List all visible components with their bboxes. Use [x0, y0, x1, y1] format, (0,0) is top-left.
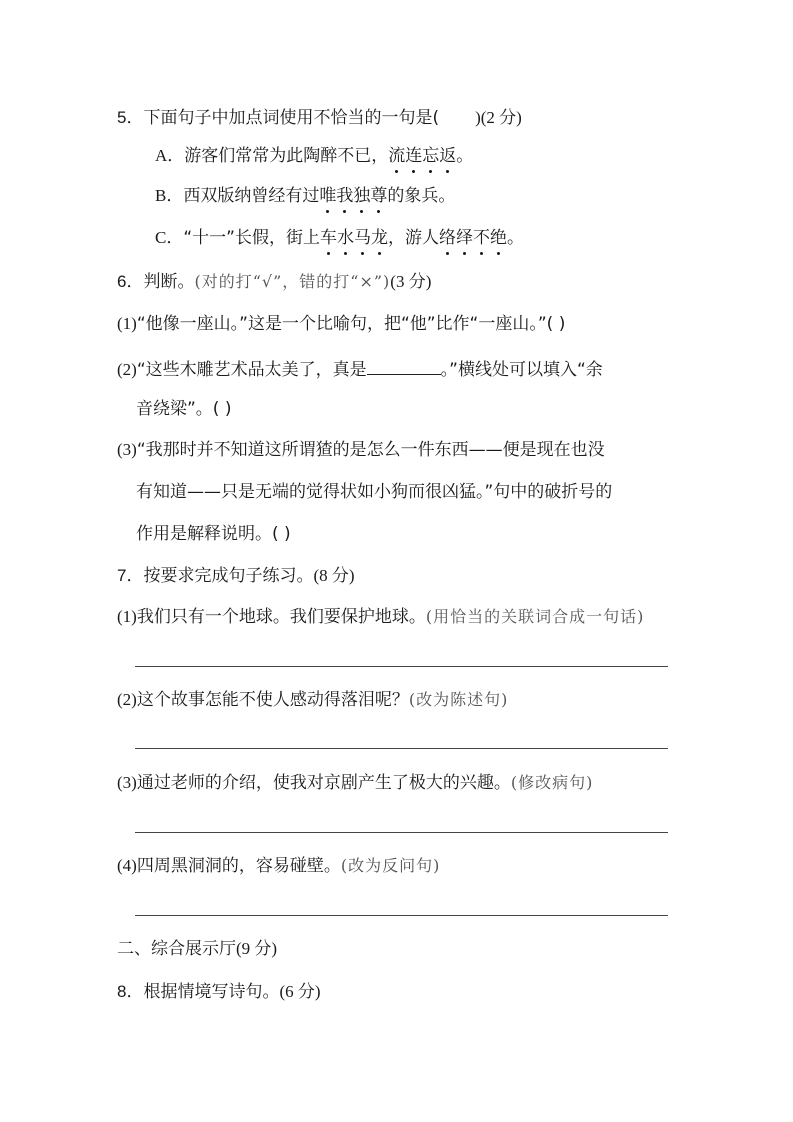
answer-line-3[interactable] [135, 832, 668, 833]
q6-number: 6． [117, 272, 144, 291]
item-label: (1) [117, 314, 137, 333]
dotted-char: 忘 [422, 146, 440, 166]
q7-item-2 [117, 688, 508, 712]
answer-line-1[interactable] [135, 666, 668, 667]
option-text: 。 [506, 228, 524, 248]
item-text: 作用是解释说明。( ) [136, 524, 291, 544]
dotted-char: 唯 [319, 186, 337, 206]
section-title: 二、综合展示厅 [117, 939, 236, 959]
section-2-heading [117, 937, 277, 961]
dotted-char: 独 [353, 186, 371, 206]
q6-item-2-line2 [136, 397, 231, 421]
q6-hint: (对的打“√”，错的打“×”) [194, 272, 391, 291]
q6-item-3-line2 [136, 480, 612, 504]
item-label: (2) [117, 360, 137, 379]
q7-number: 7． [117, 566, 144, 585]
item-label: (2) [117, 690, 137, 709]
q7-item-3 [117, 771, 593, 795]
dotted-char: 绝 [489, 228, 507, 248]
answer-line-4[interactable] [135, 915, 668, 916]
item-text: 四周黑洞洞的，容易碰壁。 [136, 856, 341, 876]
q5-option-b [155, 184, 455, 208]
dotted-char: 不 [472, 228, 490, 248]
q6-item-3-line3 [136, 522, 291, 546]
option-text: “十一”长假，街上 [183, 228, 320, 248]
dotted-char: 返 [439, 146, 457, 166]
answer-line-2[interactable] [135, 748, 668, 749]
q7-stem [117, 564, 355, 588]
item-label: (3) [117, 773, 137, 792]
q6-stem-text: 判断。 [143, 272, 195, 292]
q8-score: (6 分) [279, 982, 321, 1001]
q8-stem [117, 980, 321, 1004]
dotted-char: 尊 [370, 186, 388, 206]
item-text: 这个故事怎能不使人感动得落泪呢？ [136, 690, 409, 710]
q6-item-3-line1 [117, 438, 605, 462]
fill-in-blank[interactable] [367, 356, 441, 375]
item-text: 通过老师的介绍，使我对京剧产生了极大的兴趣。 [136, 773, 511, 793]
item-text: 有知道——只是无端的觉得状如小狗而很凶猛。”句中的破折号的 [136, 482, 613, 502]
dotted-char: 水 [336, 228, 354, 248]
item-label: (3) [117, 440, 137, 459]
option-text: ，游人 [387, 228, 439, 248]
item-text: 。”横线处可以填入“余 [440, 360, 603, 380]
dotted-char: 我 [336, 186, 354, 206]
q7-score: (8 分) [313, 566, 355, 585]
q7-item-1 [117, 605, 644, 629]
option-letter: A． [155, 146, 185, 165]
section-score: (9 分) [236, 939, 278, 958]
q8-stem-text: 根据情境写诗句。 [143, 982, 280, 1002]
q7-item-4 [117, 854, 440, 878]
item-hint: (用恰当的关联词合成一句话) [425, 607, 645, 626]
dotted-char: 绎 [455, 228, 473, 248]
item-text: “我那时并不知道这所谓猹的是怎么一件东西——便是现在也没 [136, 440, 605, 460]
option-text: 的象兵。 [387, 186, 456, 206]
dotted-char: 流 [388, 146, 406, 166]
q5-option-a [155, 144, 473, 168]
q6-item-2-line1 [117, 356, 603, 382]
item-text: 音绕梁”。( ) [136, 399, 232, 419]
dotted-char: 龙 [370, 228, 388, 248]
item-hint: (改为陈述句) [408, 690, 509, 709]
q5-stem-text: 下面句子中加点词使用不恰当的一句是( [143, 108, 440, 128]
option-letter: B． [155, 186, 184, 205]
item-label: (4) [117, 856, 137, 875]
q6-stem [117, 270, 431, 294]
item-label: (1) [117, 607, 137, 626]
q5-stem [117, 106, 522, 130]
option-letter: C． [155, 228, 184, 247]
item-text: 我们只有一个地球。我们要保护地球。 [136, 607, 426, 627]
option-text: 。 [456, 146, 474, 166]
dotted-char: 马 [353, 228, 371, 248]
dotted-char: 连 [405, 146, 423, 166]
option-text: 西双版纳曾经有过 [183, 186, 320, 206]
q6-score: (3 分) [390, 272, 432, 291]
q5-option-c [155, 226, 524, 250]
item-text: “他像一座山。”这是一个比喻句，把“他”比作“一座山。”( ) [136, 314, 566, 334]
item-hint: (修改病句) [510, 773, 594, 792]
dotted-char: 车 [319, 228, 337, 248]
item-text: “这些木雕艺术品太美了，真是 [136, 360, 367, 380]
q8-number: 8． [117, 982, 144, 1001]
dotted-char: 络 [438, 228, 456, 248]
q5-number: 5． [117, 108, 144, 127]
q5-score: )(2 分) [475, 108, 522, 127]
q6-item-1 [117, 312, 565, 336]
option-text: 游客们常常为此陶醉不已， [184, 146, 389, 166]
q7-stem-text: 按要求完成句子练习。 [143, 566, 314, 586]
item-hint: (改为反问句) [340, 856, 441, 875]
